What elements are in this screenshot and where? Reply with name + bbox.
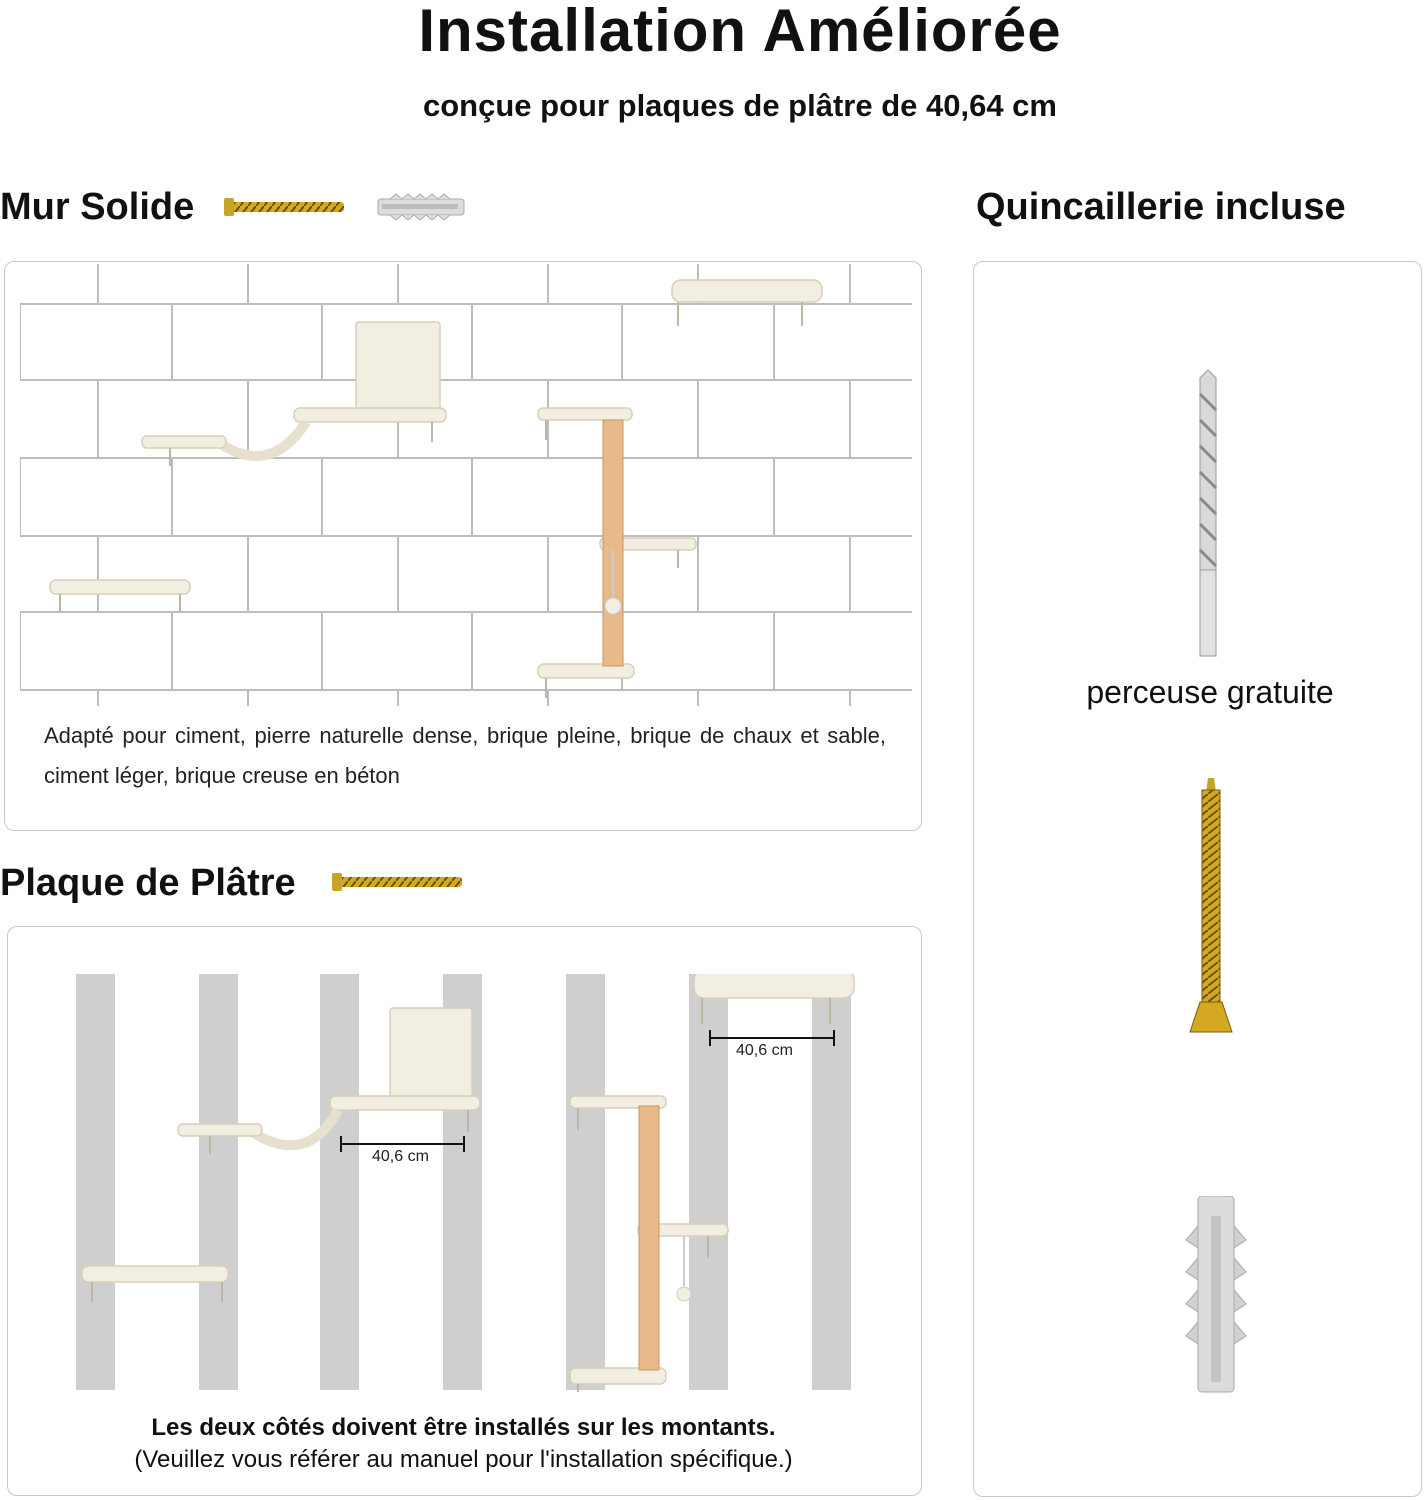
dimension-label-upper: 40,6 cm [736,1042,793,1059]
hardware-title: Quincaillerie incluse [976,186,1346,228]
dimension-label-lower: 40,6 cm [372,1148,429,1165]
wall-anchor-icon [1184,1196,1248,1396]
screw-icon [332,871,468,893]
solid-wall-title: Mur Solide [0,186,195,228]
drywall-studs-illustration [76,974,876,1392]
drill-caption: perceuse gratuite [1086,674,1334,710]
brick-wall-illustration [20,264,912,706]
drill-bit-icon [1190,370,1226,660]
screw-icon [1188,778,1234,1034]
page-subtitle: conçue pour plaques de plâtre de 40,64 cm [423,88,1057,123]
cat-shelves [50,280,822,678]
drywall-note-bold: Les deux côtés doivent être installés sur les montants. [151,1414,776,1441]
drywall-note-regular: (Veuillez vous référer au manuel pour l'installation spécifique.) [134,1446,793,1473]
page-title: Installation Améliorée [418,0,1062,64]
wall-anchor-icon [376,193,472,221]
screw-icon [224,196,350,218]
drywall-title: Plaque de Plâtre [0,862,296,904]
solid-wall-description: Adapté pour ciment, pierre naturelle dense, brique pleine, brique de chaux et sable, ciment léger, brique creuse en béton [44,723,886,788]
